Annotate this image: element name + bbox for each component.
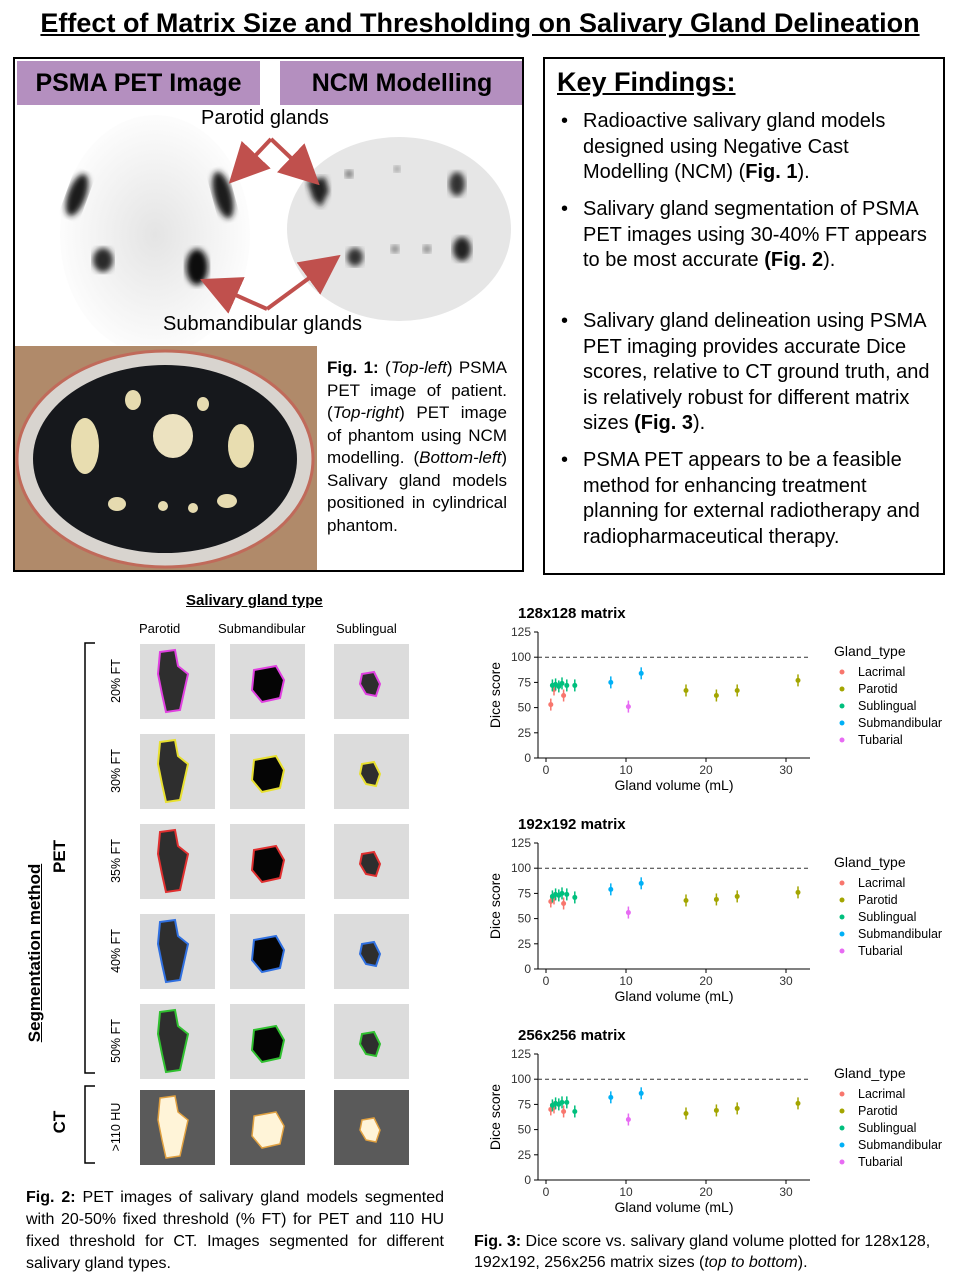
legend-title: Gland_type xyxy=(834,1065,906,1081)
chart-title: 192x192 matrix xyxy=(518,816,626,833)
y-tick-label: 25 xyxy=(517,1147,531,1162)
data-point xyxy=(564,892,569,897)
caption-italic: top to bottom xyxy=(704,1254,798,1271)
data-point xyxy=(608,1095,613,1100)
legend-marker xyxy=(840,949,845,954)
caption-italic: Top-left xyxy=(390,358,447,377)
column-parotid: Parotid xyxy=(139,621,181,636)
legend-marker xyxy=(840,1160,845,1165)
legend-label: Submandibular xyxy=(858,716,943,730)
chart-title: 256x256 matrix xyxy=(518,1027,626,1044)
bullet-icon: • xyxy=(561,198,569,220)
figure-2-caption xyxy=(26,1187,444,1275)
segmentation-tile xyxy=(334,824,409,899)
data-point xyxy=(560,1100,565,1105)
x-tick-label: 10 xyxy=(619,1185,633,1199)
legend-label: Submandibular xyxy=(858,1138,943,1152)
caption-label: Fig. 3: xyxy=(474,1233,522,1250)
data-point xyxy=(608,680,613,685)
finding-text: Salivary gland segmentation of PSMA PET images using 30-40% FT appears to be most accurate xyxy=(583,198,927,271)
data-point xyxy=(684,898,689,903)
legend-label: Sublingual xyxy=(858,910,917,924)
segmentation-tile xyxy=(334,1090,409,1165)
y-axis-label: Dice score xyxy=(487,872,503,940)
data-point xyxy=(608,887,613,892)
data-point xyxy=(639,671,644,676)
finding-item xyxy=(559,448,935,550)
row-label: 35% FT xyxy=(109,839,123,883)
y-tick-label: 0 xyxy=(524,962,531,976)
y-tick-label: 75 xyxy=(517,1097,531,1112)
y-tick-label: 100 xyxy=(510,650,531,665)
y-tick-label: 100 xyxy=(510,861,531,876)
x-tick-label: 0 xyxy=(542,1185,550,1199)
caption-text: ( xyxy=(378,358,391,377)
data-point xyxy=(639,881,644,886)
row-label: 30% FT xyxy=(109,749,123,793)
y-tick-label: 125 xyxy=(510,625,531,639)
data-point xyxy=(548,702,553,707)
segmentation-tile xyxy=(334,734,409,809)
y-axis-label: Dice score xyxy=(487,1083,503,1151)
segmentation-tile xyxy=(140,734,215,809)
segmentation-tile xyxy=(230,644,305,719)
finding-end: ). xyxy=(823,249,836,271)
row-label: >110 HU xyxy=(109,1102,123,1152)
bullet-icon: • xyxy=(561,449,569,471)
ncm-modelling-header: NCM Modelling xyxy=(280,61,524,105)
data-point xyxy=(735,1106,740,1111)
segmentation-tile xyxy=(230,914,305,989)
legend-title: Gland_type xyxy=(834,643,906,659)
data-point xyxy=(564,683,569,688)
scatter-chart xyxy=(470,598,960,808)
segmentation-image-grid xyxy=(98,644,418,1164)
segmentation-tile xyxy=(230,1090,305,1165)
data-point xyxy=(684,688,689,693)
legend-title: Gland_type xyxy=(834,854,906,870)
segmentation-tile xyxy=(334,644,409,719)
dice-score-charts xyxy=(470,598,960,1228)
key-findings-panel xyxy=(543,57,945,575)
x-tick-label: 20 xyxy=(699,1185,713,1199)
x-tick-label: 10 xyxy=(619,763,633,777)
parotid-glands-label: Parotid glands xyxy=(201,107,329,129)
legend-label: Parotid xyxy=(858,893,898,907)
caption-text: ) Salivary gland models positioned in cylindrical phantom. xyxy=(327,448,507,535)
figure-1-panel xyxy=(13,57,524,572)
caption-text: Dice score vs. salivary gland volume plotted for 128x128, 192x192, 256x256 matrix sizes ( xyxy=(474,1233,931,1271)
data-point xyxy=(626,910,631,915)
data-point xyxy=(572,683,577,688)
x-axis-label: Gland volume (mL) xyxy=(614,1199,734,1215)
y-tick-label: 50 xyxy=(517,700,531,715)
data-point xyxy=(639,1091,644,1096)
segmentation-tile xyxy=(140,1090,215,1165)
y-tick-label: 0 xyxy=(524,1173,531,1187)
finding-item xyxy=(559,309,935,437)
segmentation-tile xyxy=(230,734,305,809)
data-point xyxy=(564,1100,569,1105)
pet-group-label: PET xyxy=(50,839,69,873)
finding-text: Radioactive salivary gland models designed using Negative Cast Modelling (NCM) ( xyxy=(583,110,886,183)
submandibular-glands-label: Submandibular glands xyxy=(163,313,363,335)
legend-marker xyxy=(840,670,845,675)
poster-title: Effect of Matrix Size and Thresholding on Salivary Gland Delineation xyxy=(40,8,920,38)
data-point xyxy=(626,704,631,709)
caption-italic: Bottom-left xyxy=(419,448,502,467)
legend-label: Sublingual xyxy=(858,1121,917,1135)
x-tick-label: 30 xyxy=(779,1185,793,1199)
scatter-chart xyxy=(470,809,960,1019)
finding-text: Salivary gland delineation using PSMA PET imaging provides accurate Dice scores, relative to CT ground truth, and is relatively robust for different matrix sizes xyxy=(583,310,930,434)
legend-marker xyxy=(840,932,845,937)
bullet-icon: • xyxy=(561,110,569,132)
legend-marker xyxy=(840,704,845,709)
segmentation-tile xyxy=(140,914,215,989)
data-point xyxy=(572,895,577,900)
key-findings-title: Key Findings: xyxy=(557,67,736,97)
column-submandibular: Submandibular xyxy=(218,621,306,636)
legend-marker xyxy=(840,738,845,743)
y-tick-label: 50 xyxy=(517,1122,531,1137)
data-point xyxy=(735,894,740,899)
segmentation-tile xyxy=(230,824,305,899)
y-tick-label: 50 xyxy=(517,911,531,926)
legend-label: Lacrimal xyxy=(858,665,906,679)
legend-label: Lacrimal xyxy=(858,1087,906,1101)
legend-marker xyxy=(840,1126,845,1131)
finding-item xyxy=(559,197,935,274)
data-point xyxy=(560,681,565,686)
legend-label: Lacrimal xyxy=(858,876,906,890)
bullet-icon: • xyxy=(561,310,569,332)
chart-title: 128x128 matrix xyxy=(518,605,626,622)
legend-label: Sublingual xyxy=(858,699,917,713)
segmentation-tile xyxy=(230,1004,305,1079)
data-point xyxy=(572,1109,577,1114)
pet-image-header: PSMA PET Image xyxy=(17,61,260,105)
y-tick-label: 25 xyxy=(517,936,531,951)
data-point xyxy=(561,901,566,906)
x-axis-label: Gland volume (mL) xyxy=(614,777,734,793)
figure-1-caption xyxy=(327,357,507,537)
data-point xyxy=(796,890,801,895)
legend-label: Submandibular xyxy=(858,927,943,941)
legend-marker xyxy=(840,687,845,692)
legend-label: Tubarial xyxy=(858,944,903,958)
y-tick-label: 25 xyxy=(517,725,531,740)
y-tick-label: 75 xyxy=(517,675,531,690)
x-tick-label: 0 xyxy=(542,763,550,777)
finding-ref: Fig. 1 xyxy=(745,161,798,183)
y-tick-label: 125 xyxy=(510,836,531,850)
data-point xyxy=(684,1111,689,1116)
y-tick-label: 100 xyxy=(510,1072,531,1087)
caption-text: ). xyxy=(797,1254,808,1271)
caption-italic: Top-right xyxy=(332,403,400,422)
finding-ref: (Fig. 3 xyxy=(634,412,694,434)
legend-marker xyxy=(840,721,845,726)
caption-text: ) PET image of phantom using NCM modelling. ( xyxy=(327,403,507,467)
scatter-chart xyxy=(470,1020,960,1230)
column-sublingual: Sublingual xyxy=(336,621,397,636)
gland-type-title: Salivary gland type xyxy=(186,592,323,609)
data-point xyxy=(714,897,719,902)
legend-marker xyxy=(840,1109,845,1114)
x-tick-label: 20 xyxy=(699,763,713,777)
caption-label: Fig. 1: xyxy=(327,358,379,377)
y-tick-label: 0 xyxy=(524,751,531,765)
legend-marker xyxy=(840,881,845,886)
finding-end: ). xyxy=(693,412,706,434)
x-axis-label: Gland volume (mL) xyxy=(614,988,734,1004)
ct-group-label: CT xyxy=(50,1110,69,1134)
finding-item xyxy=(559,109,935,186)
finding-text: PSMA PET appears to be a feasible method for enhancing treatment planning for external radiotherapy and radiopharmaceutical therapy. xyxy=(583,449,920,548)
legend-marker xyxy=(840,898,845,903)
segmentation-tile xyxy=(140,1004,215,1079)
data-point xyxy=(796,1101,801,1106)
legend-label: Tubarial xyxy=(858,733,903,747)
y-tick-label: 75 xyxy=(517,886,531,901)
finding-ref: (Fig. 2 xyxy=(764,249,824,271)
y-tick-label: 125 xyxy=(510,1047,531,1061)
legend-marker xyxy=(840,915,845,920)
data-point xyxy=(714,1108,719,1113)
phantom-photo xyxy=(15,346,317,572)
data-point xyxy=(626,1117,631,1122)
segmentation-tile xyxy=(334,914,409,989)
data-point xyxy=(561,1109,566,1114)
finding-end: ). xyxy=(797,161,810,183)
data-point xyxy=(735,688,740,693)
legend-label: Parotid xyxy=(858,682,898,696)
annotation-arrows xyxy=(15,59,524,359)
data-point xyxy=(796,678,801,683)
legend-label: Parotid xyxy=(858,1104,898,1118)
group-brackets xyxy=(80,638,100,1168)
y-axis-label: Dice score xyxy=(487,661,503,729)
segmentation-tile xyxy=(140,824,215,899)
segmentation-tile xyxy=(140,644,215,719)
figure-3-caption xyxy=(474,1231,954,1273)
data-point xyxy=(561,693,566,698)
data-point xyxy=(714,693,719,698)
legend-marker xyxy=(840,1092,845,1097)
legend-label: Tubarial xyxy=(858,1155,903,1169)
row-label: 20% FT xyxy=(109,659,123,703)
caption-text: PET images of salivary gland models segmented with 20-50% fixed threshold (% FT) for PET and 110 HU fixed threshold for CT. Images segmented for different salivary gland types. xyxy=(26,1189,445,1272)
segmentation-tile xyxy=(334,1004,409,1079)
x-tick-label: 30 xyxy=(779,974,793,988)
x-tick-label: 0 xyxy=(542,974,550,988)
caption-label: Fig. 2: xyxy=(26,1189,76,1206)
legend-marker xyxy=(840,1143,845,1148)
x-tick-label: 10 xyxy=(619,974,633,988)
segmentation-method-label: Segmentation method xyxy=(25,863,44,1043)
x-tick-label: 20 xyxy=(699,974,713,988)
data-point xyxy=(560,891,565,896)
row-label: 50% FT xyxy=(109,1019,123,1063)
row-label: 40% FT xyxy=(109,929,123,973)
x-tick-label: 30 xyxy=(779,763,793,777)
caption-text: ) PSMA PET image of patient. ( xyxy=(327,358,508,422)
